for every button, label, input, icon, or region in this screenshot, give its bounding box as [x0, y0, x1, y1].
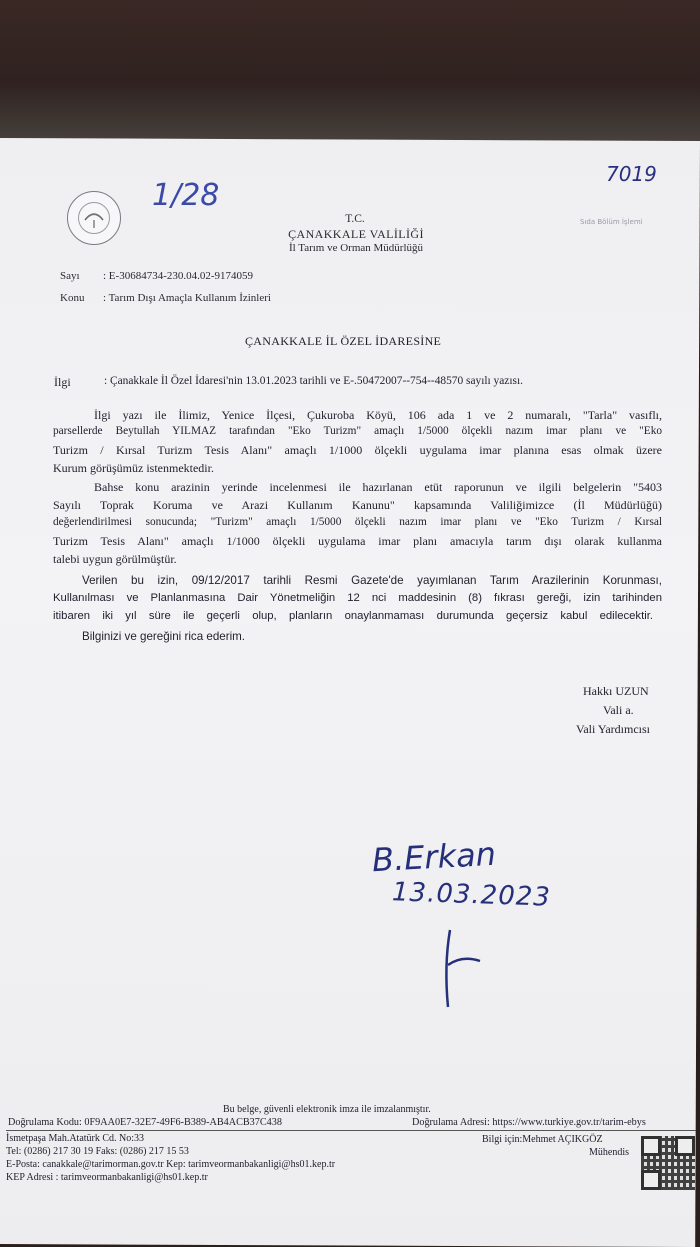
closing-line: Bilginizi ve gereğini rica ederim.: [82, 630, 246, 643]
paragraph-line: parsellerde Beytullah YILMAZ tarafından "Eko Turizm" amaçlı 1/5000 ölçekli nazım imar planı ve "Eko: [53, 425, 662, 437]
signatory-title: Vali a.: [603, 703, 634, 717]
footer-email[interactable]: E-Posta: canakkale@tarimorman.gov.tr Kep: tarimveormanbakanligi@hs01.kep.tr: [6, 1159, 336, 1170]
addressee: ÇANAKKALE İL ÖZEL İDARESİNE: [245, 334, 442, 348]
verification-code: Doğrulama Kodu: 0F9AA0E7-32E7-49F6-B389-AB4ACB37C438: [8, 1117, 282, 1128]
background-surface: [0, 0, 700, 150]
paragraph-line: Turizm Tesis Alanı" amaçlı 1/1000 ölçekli uygulama imar planı amacıyla tarım dışı olarak kullanma: [53, 534, 662, 548]
signatory-title-2: Vali Yardımcısı: [576, 722, 651, 736]
header-governorship: ÇANAKKALE VALİLİĞİ: [288, 227, 424, 241]
footer-phone: Tel: (0286) 217 30 19 Faks: (0286) 217 15 53: [6, 1146, 189, 1157]
footer-kep[interactable]: KEP Adresi : tarimveormanbakanligi@hs01.kep.tr: [6, 1172, 208, 1183]
paragraph-line: Turizm / Kırsal Turizm Tesis Alanı" amaçlı 1/1000 ölçekli uygulama imar planına esas olmak üzere: [53, 443, 662, 457]
paragraph-line: talebi uygun görülmüştür.: [53, 552, 177, 566]
footer-address: İsmetpaşa Mah.Atatürk Cd. No:33: [6, 1133, 145, 1144]
paragraph-line: İlgi yazı ile İlimiz, Yenice İlçesi, Çukuroba Köyü, 106 ada 1 ve 2 numaralı, "Tarla" vasıflı,: [94, 408, 662, 422]
footer-divider: [6, 1130, 696, 1131]
paragraph-line: Verilen bu izin, 09/12/2017 tarihli Resmi Gazete'de yayımlanan Tarım Arazilerinin Korunması,: [82, 574, 662, 587]
ilgi-label: İlgi: [54, 375, 71, 389]
info-title: Mühendis: [589, 1147, 629, 1158]
handwritten-registration-number: 7019: [606, 162, 657, 186]
konu-label: Konu: [60, 292, 85, 304]
handwritten-initial: [432, 925, 492, 1015]
header-directorate: İl Tarım ve Orman Müdürlüğü: [288, 242, 424, 254]
konu-value: : Tarım Dışı Amaçla Kullanım İzinleri: [103, 292, 271, 304]
paragraph-line: Bahse konu arazinin yerinde incelenmesi ile hazırlanan etüt raporunun ve ilgili belgelerin "5403: [94, 480, 662, 494]
paragraph-line: Sayılı Toprak Koruma ve Arazi Kullanım Kanunu" kapsamında Valiliğimizce (İl Müdürlüğü): [53, 498, 662, 512]
paragraph-line: değerlendirilmesi sonucunda; "Turizm" amaçlı 1/5000 ölçekli nazım imar planı ve "Eko Turizm / Kırsal: [53, 516, 662, 528]
handwritten-note-date: 13.03.2023: [391, 877, 552, 913]
handwritten-file-number: 1/28: [152, 178, 220, 213]
info-contact: Bilgi için:Mehmet AÇIKGÖZ: [482, 1134, 603, 1145]
esign-note: Bu belge, güvenli elektronik imza ile imzalanmıştır.: [223, 1104, 431, 1115]
faint-stamp: Sıda Bölüm İşlemi: [580, 218, 643, 226]
sayi-value: : E-30684734-230.04.02-9174059: [103, 270, 254, 282]
paragraph-line: itibaren iki yıl süre ile geçerli olup, planların onaylanmaması durumunda geçersiz kabul edilecektir.: [53, 610, 653, 622]
leaf-icon: [68, 192, 120, 244]
ministry-logo: [67, 191, 121, 245]
qr-code: [641, 1136, 695, 1190]
handwritten-note-name: B.Erkan: [371, 834, 497, 880]
ilgi-value: : Çanakkale İl Özel İdaresi'nin 13.01.2023 tarihli ve E-.50472007--754--48570 sayılı yazısı.: [104, 375, 523, 387]
paragraph-line: Kullanılması ve Planlanmasına Dair Yönetmeliğin 12 nci maddesinin (8) fıkrası gereği, izin tarihinden: [53, 592, 662, 604]
sayi-label: Sayı: [60, 270, 80, 282]
header-tc: T.C.: [345, 213, 365, 225]
paragraph-line: Kurum görüşümüz istenmektedir.: [53, 461, 214, 475]
signatory-name: Hakkı UZUN: [583, 684, 649, 698]
verification-address: Doğrulama Adresi: https://www.turkiye.gov.tr/tarim-ebys: [412, 1117, 646, 1128]
